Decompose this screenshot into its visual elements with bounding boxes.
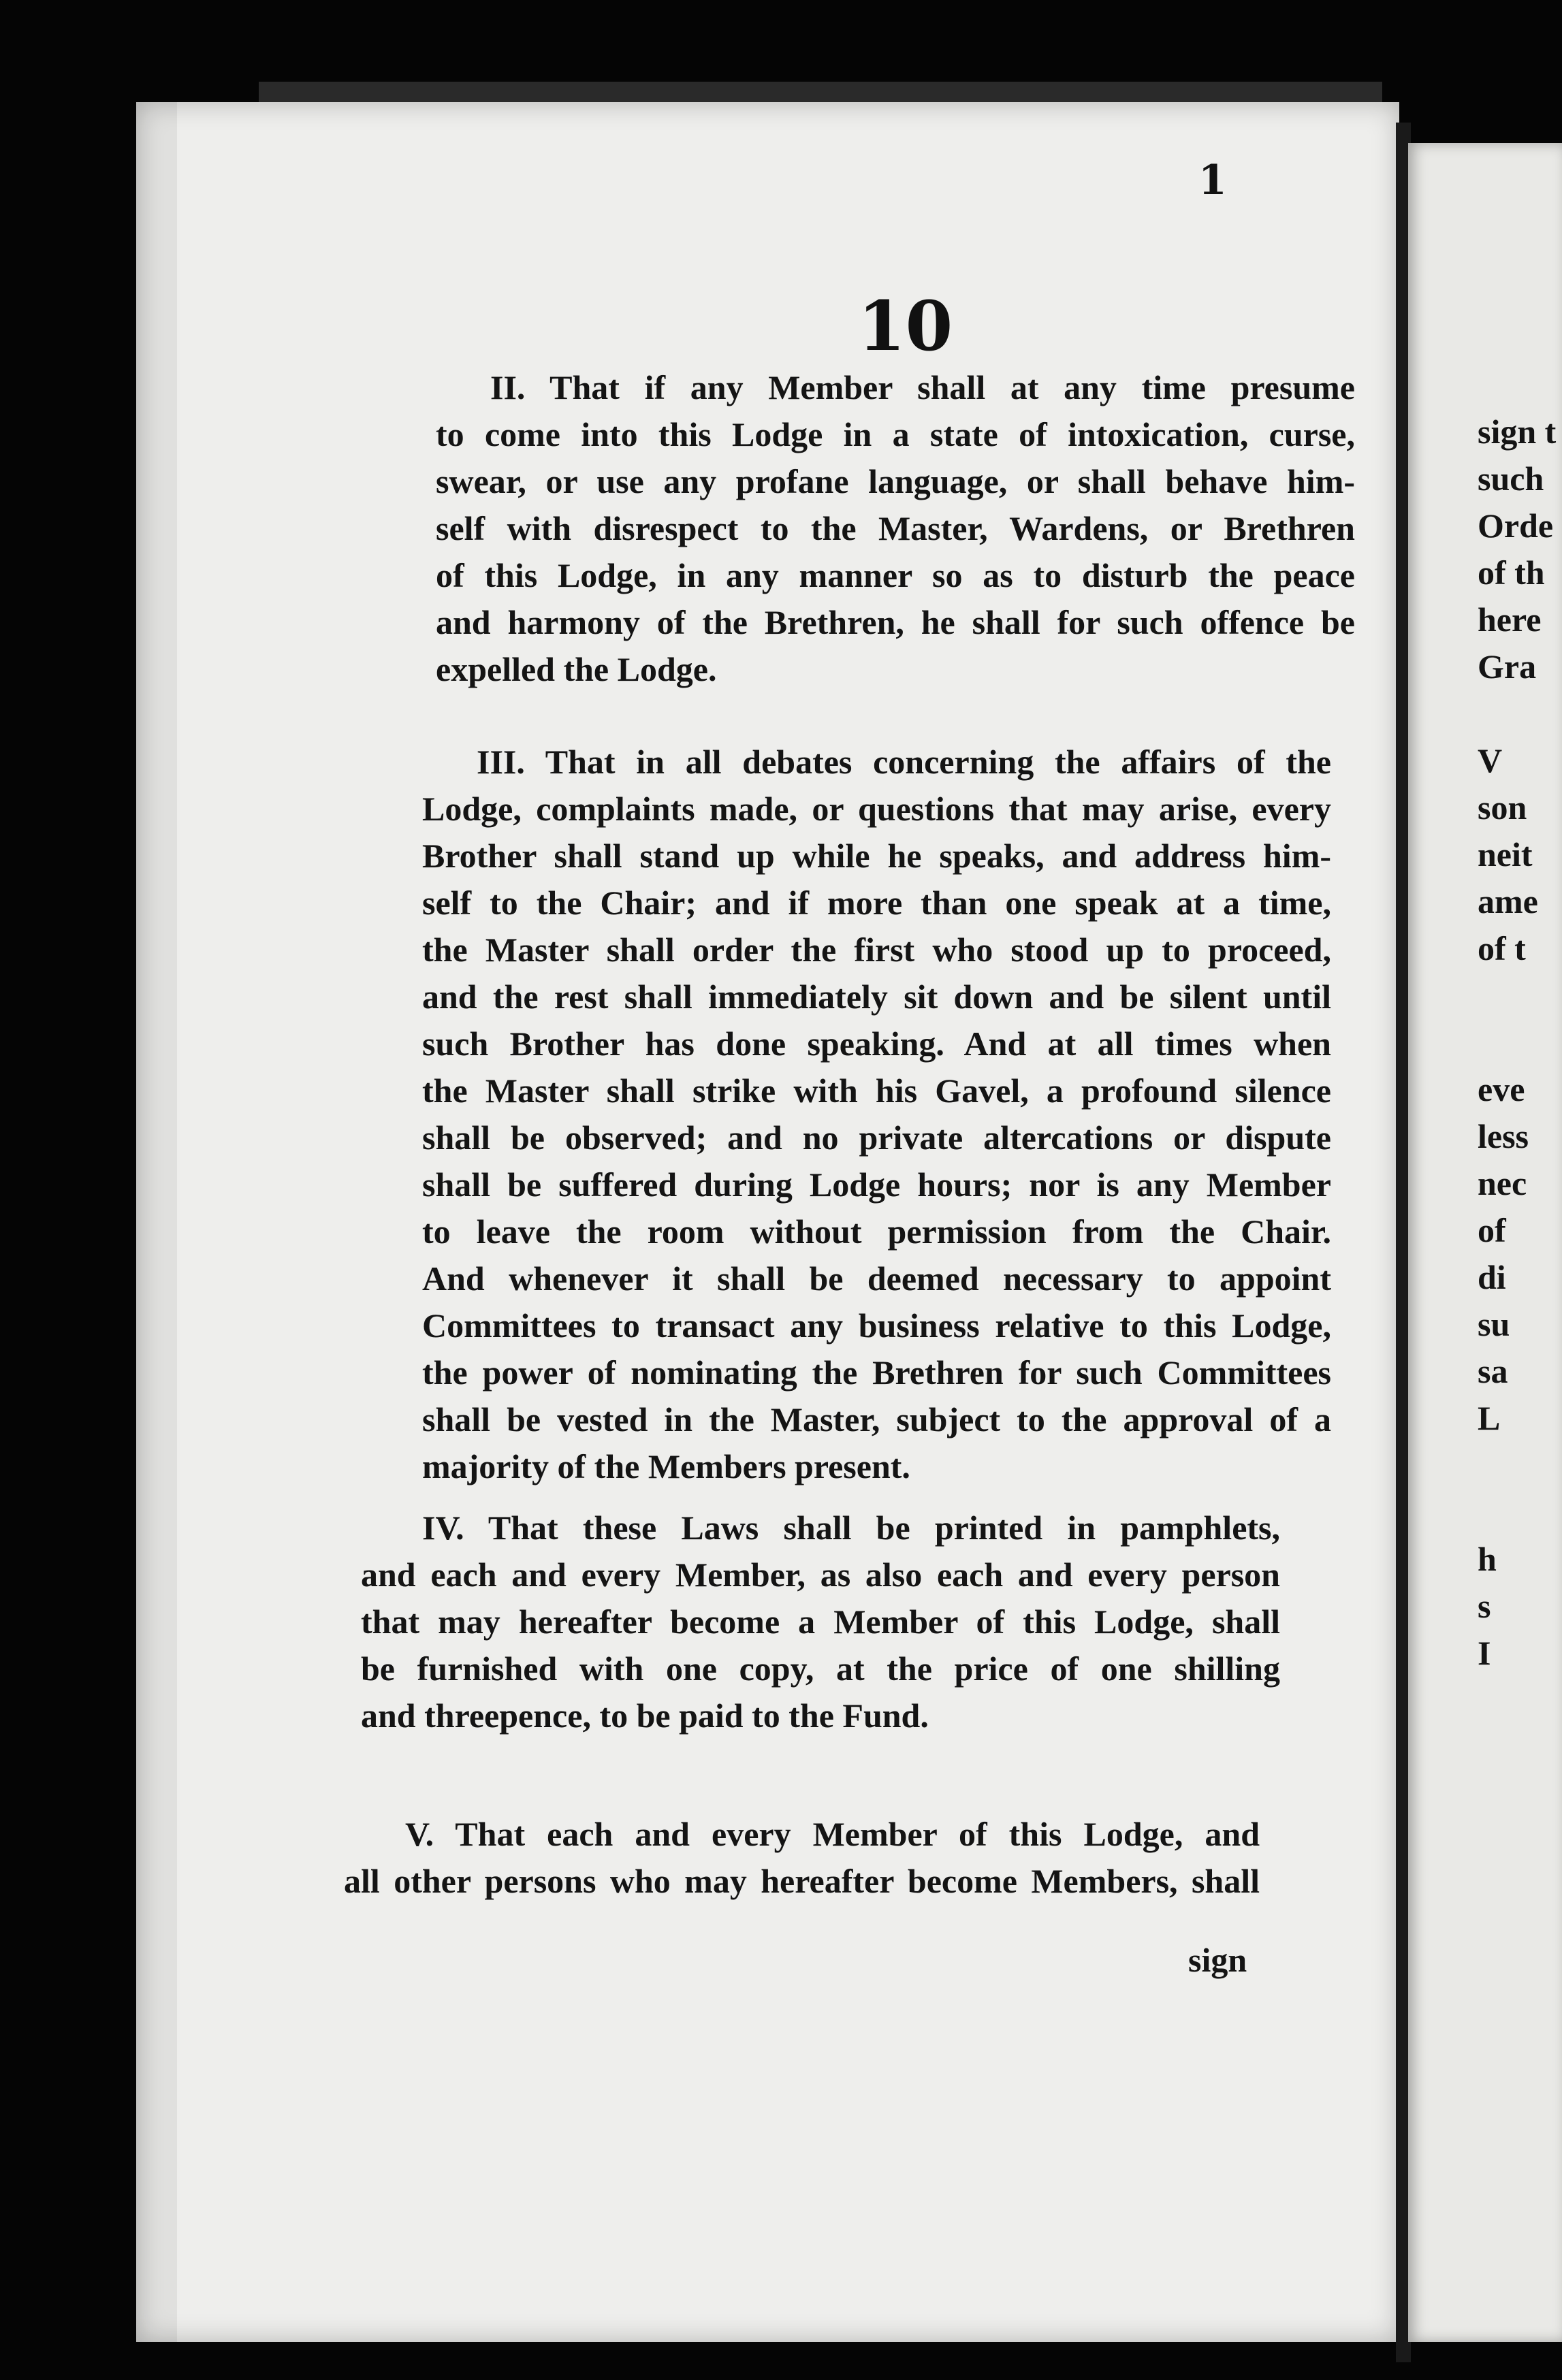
text-line: and the rest shall immediately sit down and be silent until [422, 978, 1331, 1016]
text-line: Lodge, complaints made, or questions that may arise, every [422, 790, 1331, 828]
text-line: Orde [1478, 506, 1554, 545]
text-line: the Master shall order the first who stood up to proceed, [422, 931, 1331, 969]
page-number: 10 [858, 286, 953, 366]
text-line: the Master shall strike with his Gavel, a profound silence [422, 1072, 1331, 1110]
paragraph-iv [361, 1505, 1280, 1739]
text-line [1478, 690, 1556, 737]
paragraph-iii-body [422, 786, 1331, 1490]
text-line [1478, 972, 1556, 1019]
paragraph-ii [429, 364, 1355, 411]
text-line [1478, 1489, 1556, 1536]
text-line: less [1478, 1117, 1529, 1155]
text-line: son [1478, 788, 1527, 826]
catchword: sign [1188, 1941, 1247, 1979]
facing-page-text [1478, 408, 1556, 1677]
text-line: neit [1478, 835, 1533, 873]
text-line: swear, or use any profane language, or shall behave him- [436, 462, 1355, 500]
text-line: And whenever it shall be deemed necessary to appoint [422, 1259, 1331, 1298]
text-line: nec [1478, 1164, 1527, 1202]
text-line: shall be observed; and no private altercations or dispute [422, 1119, 1331, 1157]
text-line: Gra [1478, 647, 1537, 686]
text-line: and each and every Member, as also each and every person [361, 1556, 1280, 1594]
text-line: sign t [1478, 413, 1557, 451]
text-line: of th [1478, 553, 1545, 592]
text-line: to leave the room without permission from the Chair. [422, 1212, 1331, 1251]
text-line: s [1478, 1587, 1491, 1625]
text-line: Brother shall stand up while he speaks, and address him- [422, 837, 1331, 875]
text-line: here [1478, 600, 1542, 639]
text-line: expelled the Lodge. [436, 650, 717, 688]
text-line: L [1478, 1399, 1501, 1437]
text-line: self to the Chair; and if more than one speak at a time, [422, 884, 1331, 922]
text-line [1478, 1442, 1556, 1489]
text-line: of [1478, 1211, 1506, 1249]
text-line: Committees to transact any business relative to this Lodge, [422, 1306, 1331, 1345]
text-line: the power of nominating the Brethren for such Committees [422, 1353, 1331, 1392]
text-line: shall be vested in the Master, subject to the approval of a [422, 1400, 1331, 1438]
text-line: III. That in all debates concerning the affairs of the [477, 743, 1331, 781]
text-line [1478, 1019, 1556, 1066]
paragraph-ii-body [436, 411, 1355, 693]
text-line: to come into this Lodge in a state of intoxication, curse, [436, 415, 1355, 453]
text-line: that may hereafter become a Member of this Lodge, shall [361, 1603, 1280, 1641]
paragraph-iii [415, 739, 1331, 786]
text-line: ame [1478, 882, 1538, 920]
text-line: all other persons who may hereafter become Members, shall [344, 1862, 1260, 1900]
text-line: and harmony of the Brethren, he shall for such offence be [436, 603, 1355, 641]
text-line: of this Lodge, in any manner so as to disturb the peace [436, 556, 1355, 594]
text-line: di [1478, 1258, 1506, 1296]
text-line: h [1478, 1540, 1497, 1578]
text-line: sa [1478, 1352, 1508, 1390]
text-line: of t [1478, 929, 1526, 967]
text-line: V [1478, 741, 1503, 779]
text-line: su [1478, 1305, 1510, 1343]
text-line: majority of the Members present. [422, 1447, 910, 1485]
text-line: self with disrespect to the Master, Wardens, or Brethren [436, 509, 1355, 547]
text-line: and threepence, to be paid to the Fund. [361, 1696, 929, 1735]
page-shadow [136, 102, 177, 2342]
text-line: V. That each and every Member of this Lodge, and [405, 1815, 1260, 1853]
signature-mark: 1 [1198, 157, 1227, 204]
text-line: be furnished with one copy, at the price of one shilling [361, 1650, 1280, 1688]
text-line: II. That if any Member shall at any time presume [490, 368, 1355, 406]
text-line: eve [1478, 1070, 1525, 1108]
text-line: such Brother has done speaking. And at all times when [422, 1025, 1331, 1063]
text-line: shall be suffered during Lodge hours; nor is any Member [422, 1165, 1331, 1204]
text-line: IV. That these Laws shall be printed in pamphlets, [422, 1509, 1280, 1547]
text-line: I [1478, 1634, 1491, 1672]
paragraph-v [344, 1811, 1260, 1905]
text-line: such [1478, 460, 1544, 498]
